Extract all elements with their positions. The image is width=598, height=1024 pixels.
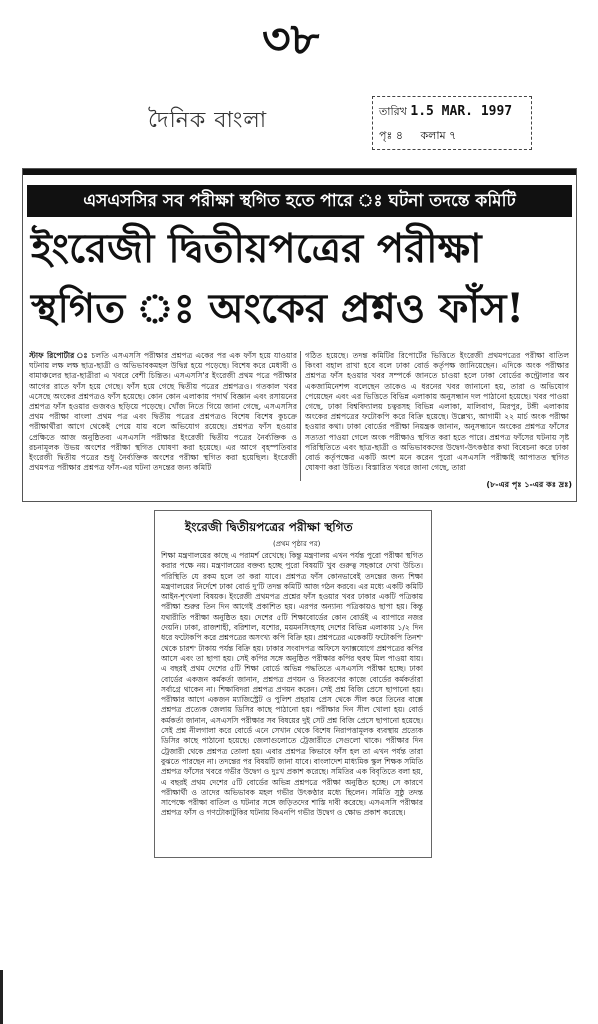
newspaper-name: দৈনিক বাংলা <box>148 108 268 133</box>
clipping-top-rule <box>23 169 576 175</box>
stamp-page-label: পৃঃ <box>379 129 393 142</box>
article-column-left <box>29 351 297 491</box>
continuation-title: ইংরেজী দ্বিতীয়পত্রের পরীক্ষা স্থগিত <box>185 520 353 534</box>
stamp-page-value: ৪ <box>395 129 403 142</box>
byline: স্টাফ রিপোর্টার ঃ <box>29 351 89 360</box>
stamp-page-row <box>379 127 456 146</box>
stamp-date-label: তারিখ <box>379 105 407 118</box>
stamp-date-row <box>379 103 512 122</box>
stamp-column-label: কলাম <box>420 129 446 142</box>
stamp-column-value: ৭ <box>449 129 457 142</box>
date-stamp <box>372 96 532 150</box>
column-left-text: চলতি এসএসসি পরীক্ষার প্রশ্নপত্র একের পর এক ফাঁস হয়ে যাওয়ার ঘটনায় লক্ষ লক্ষ ছাত্র-ছাত্রী ও অভিভাবকমহল উদ্বিগ্ন হয়ে পড়েছে। বিশেষ করে মেধাবী ও বামাঞ্চলের ছাত্র-ছাত্রীরা এ খবরে বেশী চিন্তিত। এসএসসি'র ইংরেজী প্রথম পত্রে পরীক্ষার আগের রাতে ফাঁস হয়ে গেছে। ফাঁস হয়ে গেছে দ্বিতীয় পত্রের প্রশ্নপত্রও। গতকাল খবর এসেছে অংকের প্রশ্নপত্রও ফাঁস হয়েছে। কোন কোন এলাকায় পদার্থ বিজ্ঞান এবং রসায়নের প্রশ্নপত্র ফাঁস হওয়ার গুজবও ছড়িয়ে পড়েছে। খোঁজ নিতে গিয়ে জানা গেছে, এসএসসির প্রথম পরীক্ষা বাংলা প্রথম পত্র এবং দ্বিতীয় পত্রের প্রশ্নপত্রও বিশেষ বিশেষ কুচক্রে পরীক্ষার্থীরা আগে থেকেই পেয়ে যায় বলে অভিযোগ রয়েছে। প্রশ্নপত্র ফাঁস হওয়ার প্রেক্ষিতে আজ অনুষ্ঠিতব্য এসএসসি পরীক্ষার ইংরেজী দ্বিতীয় পত্রের নৈর্ব্যক্তিক ও রচনামূলক উভয় অংশের পরীক্ষা স্থগিত ঘোষণা করা হয়েছে। এর আগে বৃহস্পতিবার ইংরেজী দ্বিতীয় পত্রের শুধু নৈর্ব্যক্তিক অংশের পরীক্ষা স্থগিত করা হয়েছিল। ইংরেজী প্রথমপত্র পরীক্ষার প্রশ্নপত্র ফাঁস-এর ঘটনা তদন্তের জন্য কমিটি <box>29 351 297 473</box>
continuation-body: শিক্ষা মন্ত্রণালয়ের কাছে এ পরামর্শ রেখেছে। কিন্তু মন্ত্রণালয় এখন পর্যন্ত পুরো পরীক্ষা স্থগিত করার পক্ষে নয়। মন্ত্রণালয়ের বক্তব্য হচ্ছে পুরো বিষয়টি খুব গুরুত্ব সহকারে দেখা উচিত। পরিস্থিতি যে রকম হলে তা করা যাবে। প্রশ্নপত্র ফাঁস কোনভাবেই তদন্তের জন্য শিক্ষা মন্ত্রণালয়ের নির্দেশে ঢাকা বোর্ড দু'টি তদন্ত কমিটি আজ গঠন করবে। এর মধ্যে একটি কমিটি আইন-শৃংখলা বিষয়ক। ইংরেজী প্রথমপত্র প্রশ্নের ফাঁস হওয়ার খবর ঢাকার একটি পত্রিকায় পরীক্ষা শুরুর তিন দিন আগেই প্রকাশিত হয়। এরপর অন্যান্য পত্রিকায়ও ছাপা হয়। কিন্তু যথারীতি পরীক্ষা অনুষ্ঠিত হয়। দেশের ৫টি শিক্ষাবোর্ডের কোন বোর্ডই এ ব্যাপারে নজর দেয়নি। ঢাকা, রাজশাহী, বরিশাল, যশোর, ময়মনসিংহসহ দেশের বিভিন্ন এলাকায় ১/২ দিন ধরে ফটোকপি করে প্রশ্নপত্রের অসংখ্য কপি বিক্রি হয়। প্রশ্নপত্রের একেকটি ফটোকপি তিনশ' থেকে চারশ' টাকায় পর্যন্ত বিক্রি হয়। ঢাকার সংবাদপত্র অফিসে ফ্যাক্সযোগে প্রশ্নপত্রের কপির আসে এবং তা ছাপা হয়। সেই কপির সঙ্গে অনুষ্ঠিত পরীক্ষার কপির হুবহু মিল পাওয়া যায়। এ বছরই প্রথম দেশের ৫টি শিক্ষা বোর্ডে অভিন্ন পদ্ধতিতে এসএসসি পরীক্ষা হচ্ছে। ঢাকা বোর্ডের একজন কর্মকর্তা জানান, প্রশ্নপত্র প্রণয়ন ও বিতরণের কাজে বোর্ডের কর্মকর্তারা সর্বাগ্রে থাকেন না। শিক্ষাবিদরা প্রশ্নপত্র প্রণয়ন করেন। সেই প্রশ্ন বিজি প্রেসে ছাপানো হয়। পরীক্ষার আগে একজন ম্যাজিস্ট্রেট ও পুলিশ প্রহরায় প্রেস থেকে সীল করে তিনের বাক্সে প্রশ্নপত্র প্রত্যেক জেলায় ডিসির কাছে পাঠানো হয়। পরীক্ষার দিন সীল খোলা হয়। বোর্ড কর্মকর্তা জানান, এসএসসি পরীক্ষার সব বিষয়ের দুই সেট প্রশ্ন বিজি প্রেসে ছাপানো হয়েছে। সেই প্রশ্ন নীলগালা করে বোর্ডে এনে সেখান থেকে বিশেষ নিরাপত্তামূলক ব্যবস্থায় প্রত্যেক ডিসির কাছে পাঠানো হয়েছে। জেলাগুলোতে ট্রেজারীতে সেগুলো থাকে। পরীক্ষার দিন ট্রেজারী থেকে প্রশ্নপত্র তোলা হয়। এবার প্রশ্নপত্র কিভাবে ফাঁস হল তা এখন পর্যন্ত তারা বুঝতে পারছেন না। তদন্তের পর বিষয়টি জানা যাবে। বাংলাদেশ মাধ্যমিক স্কুল শিক্ষক সমিতি প্রশ্নপত্র ফাঁসের খবরে গভীর উদ্বেগ ও দুঃখ প্রকাশ করেছে। সমিতির এক বিবৃতিতে বলা হয়, এ বছরই প্রথম দেশের ৫টি বোর্ডের অভিন্ন প্রশ্নপত্রে পরীক্ষা অনুষ্ঠিত হচ্ছে। সে কারণে পরীক্ষার্থী ও তাদের অভিভাবক মহল গভীর উৎকণ্ঠার মধ্যে ছিলেন। সমিতি সুষ্ঠু তদন্ত সাপেক্ষে পরীক্ষা বাতিল ও ঘটনার সঙ্গে জড়িতদের শাস্তি দাবী করেছে। এসএসসি পরীক্ষার প্রশ্নপত্র ফাঁস ও গণটোকাটুকির ঘটনায় বিএনপি গভীর উদ্বেগ ও ক্ষোভ প্রকাশ করেছে। <box>161 551 423 818</box>
main-article-clipping <box>22 168 577 502</box>
article-body <box>29 351 569 491</box>
stamp-date-value: 1.5 MAR. 1997 <box>410 104 513 119</box>
headline-line-2: স্থগিত ঃ অংকের প্রশ্নও ফাঁস! <box>31 285 524 332</box>
article-kicker: এসএসসির সব পরীক্ষা স্থগিত হতে পারে ঃ ঘটনা তদন্তে কমিটি <box>27 185 572 217</box>
column-divider <box>300 351 301 481</box>
scan-edge-mark <box>0 970 3 1024</box>
archive-number-mark: ৩৮ <box>262 14 320 65</box>
continuation-clipping <box>154 510 432 858</box>
continuation-subtitle: (প্রথম পৃষ্ঠার পর) <box>273 540 321 548</box>
headline-line-1: ইংরেজী দ্বিতীয়পত্রের পরীক্ষা <box>31 225 482 272</box>
continuation-note: (৮-এর পৃঃ ১-এর কঃ দ্রঃ) <box>486 480 572 489</box>
article-column-right: গঠিত হয়েছে। তদন্ত কমিটির রিপোর্টের ভিত্তিতে ইংরেজী প্রথমপত্রের পরীক্ষা বাতিল কিংবা বহাল রাখা হবে বলে ঢাকা বোর্ড কর্তৃপক্ষ জানিয়েছেন। এদিকে অংক পরীক্ষার প্রশ্নপত্র ফাঁস হওয়ার খবর সম্পর্কে জানতে চাওয়া হলে ঢাকা বোর্ডের কন্ট্রোলার অব একজামিনেশন্স বলেছেন তাকেও এ ধরনের খবর জানানো হয়, তারা ও অভিযোগ পেয়েছেন এবং এর ভিত্তিতে বিভিন্ন এলাকায় অনুসন্ধান দল পাঠানো হয়েছে। খবর পাওয়া গেছে, ঢাকা বিশ্ববিদ্যালয় চত্বরসহ বিভিন্ন এলাকা, মালিবাগ, মিরপুর, টঙ্গী এলাকায় অংকের প্রশ্নপত্রের ফটোকপি করে বিক্রি হয়েছে। উল্লেখ্য, আগামী ২২ মার্চ অংক পরীক্ষা হওয়ার কথা। ঢাকা বোর্ডের পরীক্ষা নিয়ন্ত্রক জানান, অনুসন্ধানে অংকের প্রশ্নপত্র ফাঁসের সত্যতা পাওয়া গেলে অংক পরীক্ষাও স্থগিত করা হতে পারে। প্রশ্নপত্র ফাঁসের ঘটনায় সৃষ্ট পরিস্থিতিতে এবং ছাত্র-ছাত্রী ও অভিভাবকদের উদ্বেগ-উৎকণ্ঠার কথা বিবেচনা করে ঢাকা বোর্ড কর্তৃপক্ষের একটি অংশ মনে করেন পুরো এসএসসি পরীক্ষাই আপাতত স্থগিত ঘোষণা করা উচিত। বিস্তারিত খবরে জানা গেছে, তারা <box>305 351 569 473</box>
